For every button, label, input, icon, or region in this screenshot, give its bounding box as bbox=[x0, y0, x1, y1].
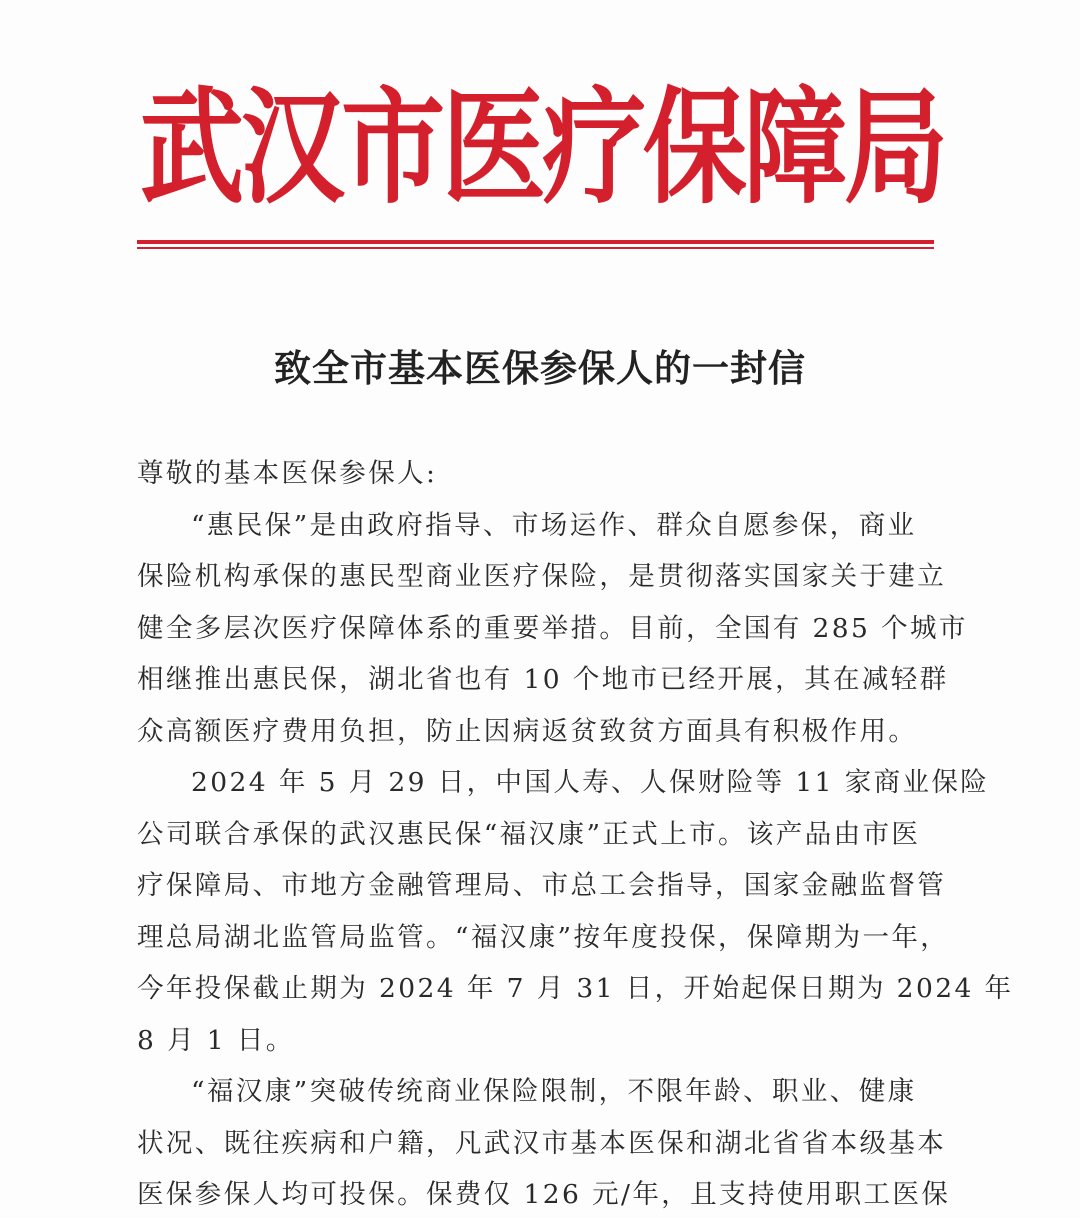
paragraph-line: 医保参保人均可投保。保费仅 126 元/年，且支持使用职工医保 bbox=[137, 1179, 951, 1210]
paragraph-line: 相继推出惠民保，湖北省也有 10 个地市已经开展，其在减轻群 bbox=[137, 664, 949, 695]
paragraph-line: 保险机构承保的惠民型商业医疗保险，是贯彻落实国家关于建立 bbox=[137, 561, 947, 592]
header-red-rule-thin bbox=[137, 247, 934, 249]
paragraph-line: 众高额医疗费用负担，防止因病返贫致贫方面具有积极作用。 bbox=[137, 715, 918, 747]
paragraph-line: 状况、既往疾病和户籍，凡武汉市基本医保和湖北省省本级基本 bbox=[137, 1127, 947, 1159]
paragraph-line: “惠民保”是由政府指导、市场运作、群众自愿参保，商业 bbox=[191, 509, 917, 541]
paragraph-line: 2024 年 5 月 29 日，中国人寿、人保财险等 11 家商业保险 bbox=[191, 767, 990, 798]
paragraph-line: “福汉康”突破传统商业保险限制，不限年龄、职业、健康 bbox=[191, 1076, 917, 1107]
org-char: 武 bbox=[140, 74, 245, 222]
letter-body bbox=[137, 448, 1014, 1221]
paragraph-line: 今年投保截止期为 2024 年 7 月 31 日，开始起保日期为 2024 年 bbox=[137, 973, 1014, 1004]
org-char: 疗 bbox=[542, 74, 647, 222]
paragraph-line: 理总局湖北监管局监管。“福汉康”按年度投保，保障期为一年， bbox=[137, 921, 950, 953]
org-char: 医 bbox=[441, 74, 546, 222]
org-char: 局 bbox=[843, 74, 948, 222]
paragraph-line: 公司联合承保的武汉惠民保“福汉康”正式上市。该产品由市医 bbox=[137, 818, 921, 850]
organization-header bbox=[140, 74, 948, 222]
paragraph-line: 健全多层次医疗保障体系的重要举措。目前，全国有 285 个城市 bbox=[137, 612, 968, 644]
org-char: 障 bbox=[743, 74, 848, 222]
header-red-rule bbox=[137, 240, 934, 244]
salutation: 尊敬的基本医保参保人: bbox=[137, 458, 438, 489]
org-char: 汉 bbox=[240, 74, 345, 222]
org-char: 市 bbox=[341, 74, 446, 222]
paragraph-line: 8 月 1 日。 bbox=[137, 1024, 295, 1056]
paragraph-line: 疗保障局、市地方金融管理局、市总工会指导，国家金融监督管 bbox=[137, 870, 947, 901]
org-char: 保 bbox=[642, 74, 747, 222]
document-title: 致全市基本医保参保人的一封信 bbox=[274, 346, 806, 390]
